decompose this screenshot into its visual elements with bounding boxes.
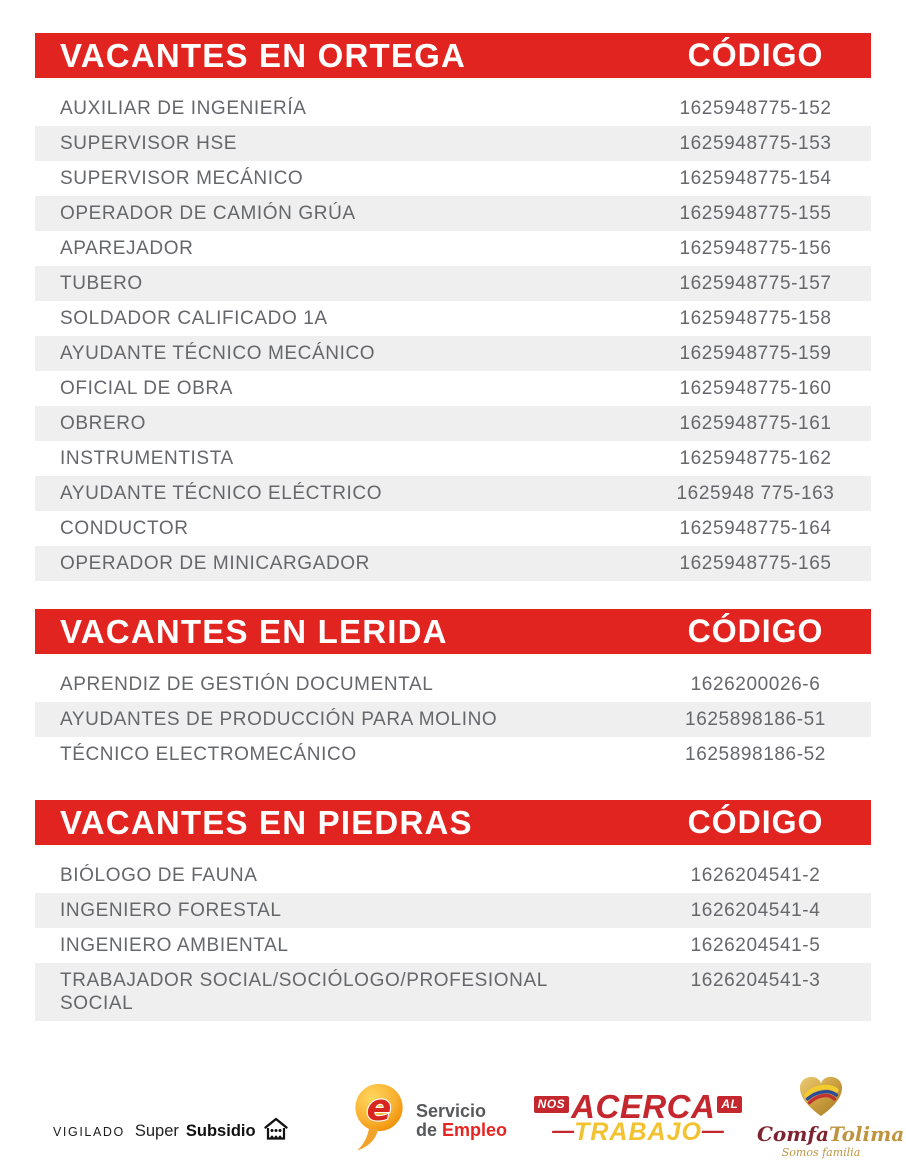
code-column-header: CÓDIGO — [687, 37, 824, 73]
acerca-text: ACERCA — [571, 1088, 716, 1125]
vacancy-code: 1625948775-152 — [679, 98, 832, 119]
vacancy-title: OFICIAL DE OBRA — [60, 378, 233, 399]
table-row — [35, 893, 871, 928]
vacancy-title: TRABAJADOR SOCIAL/SOCIÓLOGO/PROFESIONAL SOCIAL — [60, 970, 548, 1014]
vacancy-code: 1625948775-153 — [679, 133, 832, 154]
table-row — [35, 963, 871, 1021]
vacancy-code: 1625948775-156 — [679, 238, 832, 259]
vacancy-title: APRENDIZ DE GESTIÓN DOCUMENTAL — [60, 674, 434, 695]
vacancy-code: 1625948 775-163 — [676, 483, 835, 504]
section-title: VACANTES EN LERIDA — [60, 612, 448, 650]
vacancy-title: TUBERO — [60, 273, 143, 294]
section-ortega — [35, 33, 871, 581]
servicio-empleo-wordmark — [416, 1102, 507, 1140]
vacancy-code: 1625948775-162 — [679, 448, 832, 469]
table-row — [35, 406, 871, 441]
comfatolima-heart-icon — [797, 1106, 845, 1123]
table-row — [35, 511, 871, 546]
vacancy-table — [35, 858, 871, 1021]
vacancy-title: AYUDANTE TÉCNICO ELÉCTRICO — [60, 483, 383, 504]
table-row — [35, 266, 871, 301]
vacancy-title: BIÓLOGO DE FAUNA — [60, 865, 258, 886]
nos-badge: NOS — [534, 1096, 570, 1113]
vacancy-title: INGENIERO FORESTAL — [60, 900, 282, 921]
code-column-header: CÓDIGO — [687, 613, 824, 649]
vacancy-title: AYUDANTE TÉCNICO MECÁNICO — [60, 343, 376, 364]
table-row — [35, 928, 871, 963]
vacancy-code: 1625948775-154 — [679, 168, 832, 189]
section-lerida — [35, 609, 871, 772]
vacancy-code: 1625948775-165 — [679, 553, 832, 574]
table-row — [35, 858, 871, 893]
section-title: VACANTES EN PIEDRAS — [60, 803, 473, 841]
flyer-content — [35, 33, 871, 1021]
empleo-brand: Empleo — [442, 1119, 508, 1140]
right-dash: — — [701, 1118, 724, 1143]
vacancy-title: SUPERVISOR MECÁNICO — [60, 168, 304, 189]
vacancy-code: 1625948775-155 — [679, 203, 832, 224]
trabajo-line — [529, 1118, 747, 1147]
vacancy-code: 1625948775-160 — [679, 378, 832, 399]
servicio-line1: Servicio — [416, 1100, 487, 1121]
table-row — [35, 702, 871, 737]
bubble-letter: e — [366, 1085, 392, 1129]
vacancy-title: OPERADOR DE MINICARGADOR — [60, 553, 370, 574]
vacancy-code: 1626204541-5 — [690, 935, 821, 956]
servicio-line2-prefix: de — [416, 1119, 443, 1140]
table-row — [35, 336, 871, 371]
supersubsidio-regular: Super — [134, 1122, 179, 1140]
table-row — [35, 301, 871, 336]
table-row — [35, 126, 871, 161]
vacancy-code: 1626200026-6 — [690, 674, 821, 695]
trabajo-text: TRABAJO — [574, 1118, 702, 1146]
servicio-line2 — [416, 1121, 507, 1140]
table-row — [35, 441, 871, 476]
nos-acerca-al-trabajo-logo — [529, 1088, 747, 1147]
al-badge: AL — [717, 1096, 742, 1113]
vacancy-title: TÉCNICO ELECTROMECÁNICO — [60, 744, 357, 765]
vacancy-code: 1625898186-52 — [685, 744, 826, 765]
vacancy-title: OBRERO — [60, 413, 146, 434]
vacancy-table — [35, 667, 871, 772]
vacancy-code: 1625948775-161 — [679, 413, 832, 434]
vacancy-title: OPERADOR DE CAMIÓN GRÚA — [60, 203, 356, 224]
left-dash: — — [552, 1118, 575, 1143]
vacancy-code: 1626204541-4 — [690, 900, 821, 921]
section-header-bar — [35, 800, 871, 845]
vacancy-title: INSTRUMENTISTA — [60, 448, 234, 469]
vacancy-table — [35, 91, 871, 581]
vigilado-supersubsidio-logo — [53, 1117, 289, 1146]
vacancy-code: 1626204541-3 — [690, 970, 821, 991]
table-row — [35, 476, 871, 511]
footer — [0, 1075, 906, 1170]
table-row — [35, 196, 871, 231]
vacancy-title: SUPERVISOR HSE — [60, 133, 237, 154]
section-piedras — [35, 800, 871, 1021]
vacancy-title: SOLDADOR CALIFICADO 1A — [60, 308, 328, 329]
vacancy-code: 1625948775-158 — [679, 308, 832, 329]
vacancy-title: AUXILIAR DE INGENIERÍA — [60, 98, 307, 119]
vacancy-title: APAREJADOR — [60, 238, 194, 259]
servicio-empleo-logo — [351, 1081, 507, 1160]
tolima-suffix: Tolima — [828, 1122, 905, 1146]
vacancy-code: 1625948775-157 — [679, 273, 832, 294]
table-row — [35, 737, 871, 772]
vacancy-code: 1626204541-2 — [690, 865, 821, 886]
supersubsidio-house-icon — [263, 1117, 289, 1146]
table-row — [35, 667, 871, 702]
table-row — [35, 161, 871, 196]
table-row — [35, 231, 871, 266]
section-header-bar — [35, 609, 871, 654]
table-row — [35, 91, 871, 126]
vacancy-code: 1625948775-164 — [679, 518, 832, 539]
servicio-empleo-bubble-icon — [351, 1081, 407, 1160]
table-row — [35, 546, 871, 581]
comfatolima-wordmark — [757, 1122, 905, 1146]
comfa-prefix: Comfa — [757, 1122, 829, 1146]
comfatolima-logo — [757, 1075, 905, 1159]
vacancy-code: 1625948775-159 — [679, 343, 832, 364]
section-title: VACANTES EN ORTEGA — [60, 36, 467, 74]
table-row — [35, 371, 871, 406]
code-column-header: CÓDIGO — [687, 804, 824, 840]
vigilado-label: VIGILADO — [53, 1124, 125, 1139]
comfatolima-tagline: Somos familia — [781, 1146, 861, 1159]
supersubsidio-bold: Subsidio — [185, 1122, 256, 1140]
vacancy-title: CONDUCTOR — [60, 518, 189, 539]
vacancy-title: AYUDANTES DE PRODUCCIÓN PARA MOLINO — [60, 709, 498, 730]
section-header-bar — [35, 33, 871, 78]
vacancy-code: 1625898186-51 — [685, 709, 826, 730]
vacancy-title: INGENIERO AMBIENTAL — [60, 935, 289, 956]
